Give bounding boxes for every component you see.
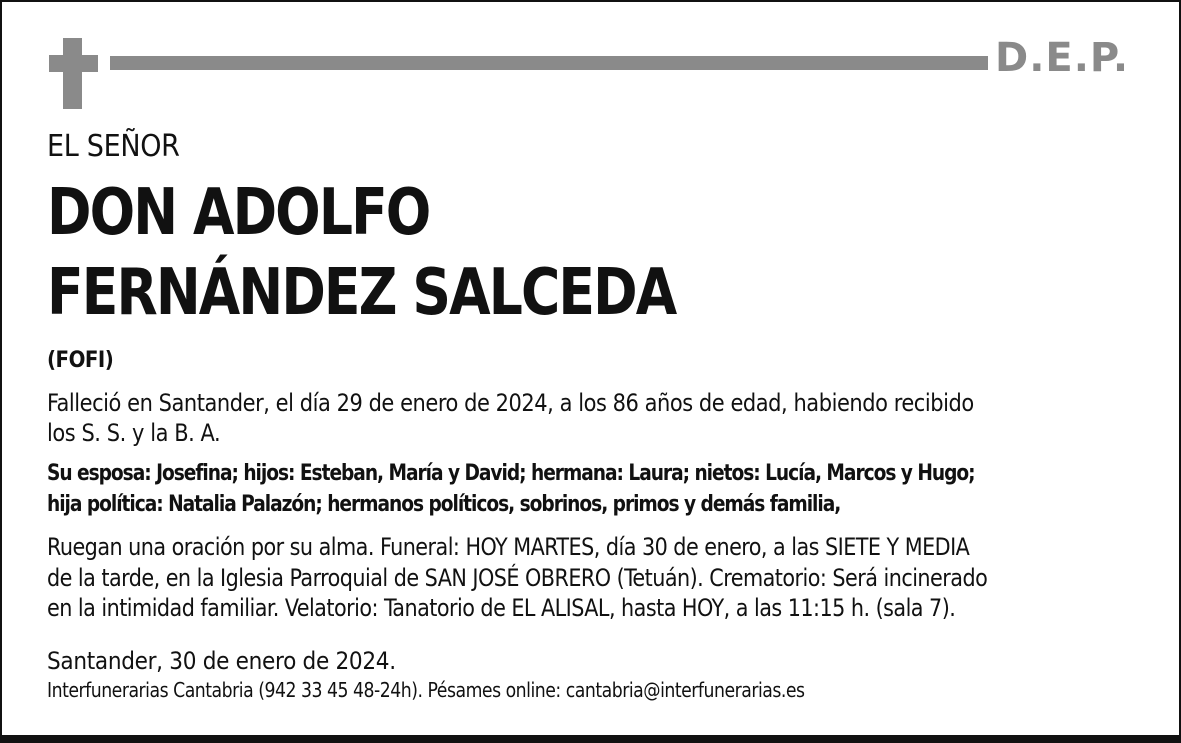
death-details-line: Falleció en Santander, el día 29 de enero de 2024, a los 86 años de edad, habiendo recibido xyxy=(47,389,974,417)
nickname: (FOFI) xyxy=(47,348,114,373)
title-prefix: EL SEÑOR xyxy=(47,129,180,164)
family-list xyxy=(47,458,975,520)
deceased-name-line-2: FERNÁNDEZ SALCEDA xyxy=(47,256,676,330)
service-details-line: de la tarde, en la Iglesia Parroquial de SAN JOSÉ OBRERO (Tetuán). Crematorio: Será incinerado xyxy=(47,563,988,592)
header-rule xyxy=(110,56,988,70)
service-details-line: en la intimidad familiar. Velatorio: Tanatorio de EL ALISAL, hasta HOY, a las 11:15 h. (sala 7). xyxy=(47,594,956,622)
death-details-line: los S. S. y la B. A. xyxy=(47,419,221,447)
funeral-home-contact: Interfunerarias Cantabria (942 33 45 48-24h). Pésames online: cantabria@interfunerarias.es xyxy=(47,678,805,702)
cross-icon-arm xyxy=(49,55,98,72)
deceased-name-line-1: DON ADOLFO xyxy=(47,176,430,250)
service-details-line: Ruegan una oración por su alma. Funeral: HOY MARTES, día 30 de enero, a las SIETE Y MEDIA xyxy=(47,533,970,561)
dep-label: D.E.P. xyxy=(995,35,1130,81)
family-list-line: hija política: Natalia Palazón; hermanos políticos, sobrinos, primos y demás familia, xyxy=(47,492,841,517)
cross-icon xyxy=(63,38,82,109)
death-details xyxy=(47,388,974,448)
service-details xyxy=(47,532,987,624)
place-date: Santander, 30 de enero de 2024. xyxy=(47,647,396,675)
family-list-line: Su esposa: Josefina; hijos: Esteban, María y David; hermana: Laura; nietos: Lucía, Marcos y Hugo; xyxy=(47,461,975,486)
